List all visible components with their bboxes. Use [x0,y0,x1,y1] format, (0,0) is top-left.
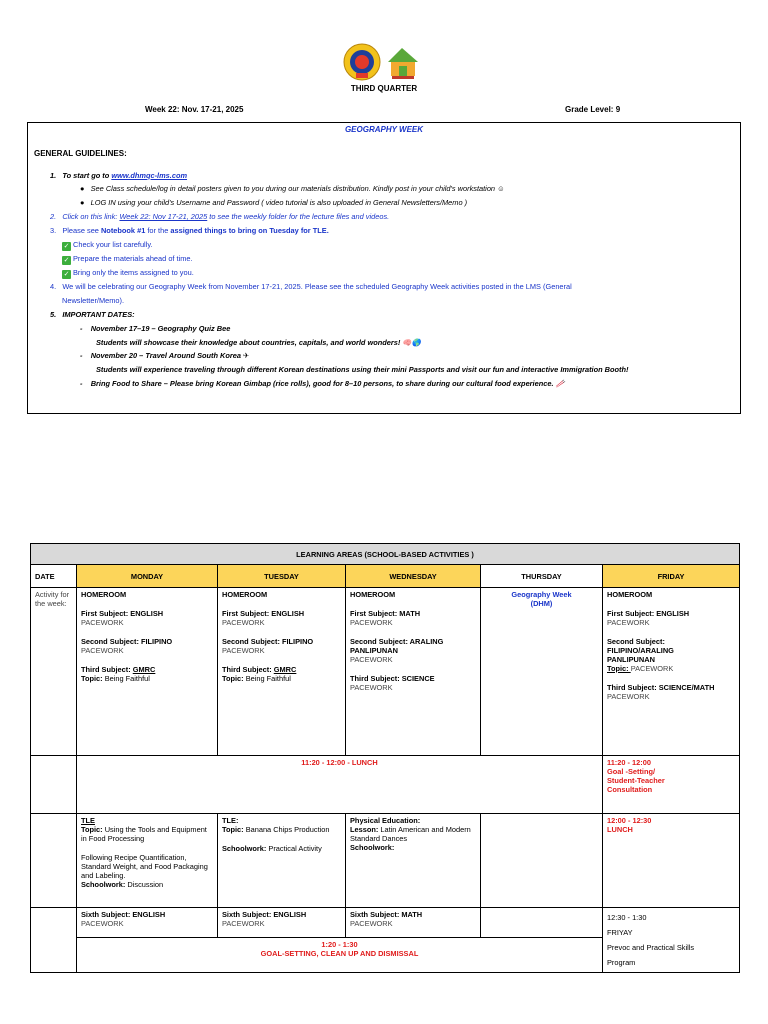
check-1-text: Check your list carefully. [73,240,153,249]
wednesday-sixth-cell [346,908,481,938]
pe-label: Physical Education: [350,816,421,825]
guideline-3 [50,226,329,235]
friyay-program: Prevoc and Practical Skills [607,943,695,952]
date-3: - Bring Food to Share – Please bring Korean Gimbap (rice rolls), good for 8–10 persons, to share during our cultural food experience. 🥢 [80,379,565,388]
guideline-3-mid: for the [145,226,171,235]
check-item-2 [62,254,193,265]
guideline-1 [50,171,187,180]
col-header-tuesday: TUESDAY [218,565,346,588]
subject-2: Second Subject: FILIPINO [222,637,314,646]
homeroom: HOMEROOM [81,590,127,599]
col-header-friday: FRIDAY [603,565,740,588]
thursday-empty-cell [481,814,603,908]
thursday-cell [481,588,603,756]
topic-label: Topic: [81,825,105,834]
important-dates-title: IMPORTANT DATES: [62,310,135,319]
guideline-4-cont: Newsletter/Memo). [62,296,125,305]
subject-2-cont: PANLIPUNAN [350,646,398,655]
subject-1: First Subject: MATH [350,609,421,618]
dismissal-cell [77,938,603,973]
topic-text: Being Faithful [245,674,291,683]
col-header-wednesday: WEDNESDAY [346,565,481,588]
topic-label: Topic: [222,825,246,834]
guideline-2-text: Click on this link: [62,212,120,221]
friday-lunch: LUNCH [607,825,633,834]
tle-label: TLE: [222,816,239,825]
friday-goal-time: 11:20 - 12:00 [607,758,651,767]
guideline-2 [50,212,389,221]
schedule-table [30,543,740,973]
check-icon: ✓ [63,257,70,264]
school-seal-icon [342,42,424,82]
topic-label: Topic: [222,674,246,683]
empty-date-cell [31,756,77,814]
topic-text: Banana Chips Production [245,825,330,834]
friday-friyay-cell [603,908,740,973]
guidelines-title: GENERAL GUIDELINES: [34,149,127,158]
monday-tle-cell [77,814,218,908]
lesson-label: Lesson: [350,825,381,834]
subject-1: First Subject: ENGLISH [222,609,305,618]
pacework: PACEWORK [350,655,393,664]
school-logos [342,42,424,82]
bullet-1: ● See Class schedule/log in detail posters given to you during our materials distribution. Kindly post in your child's workstation ☺ [80,184,505,193]
subject-3: Third Subject: SCIENCE/MATH [607,683,715,692]
subject-3: Third Subject: SCIENCE [350,674,435,683]
tle-label: TLE [81,816,95,825]
grade-level: Grade Level: 9 [565,105,621,114]
pacework: PACEWORK [350,683,393,692]
guideline-3-bold: assigned things to bring on Tuesday for TLE. [170,226,329,235]
notebook-ref: Notebook #1 [100,226,146,235]
topic-text: Using the Tools and Equipment in Food Processing [81,825,207,843]
tuesday-sixth-cell [218,908,346,938]
date-3-text: Bring Food to Share – Please bring Korean Gimbap (rice rolls), good for 8–10 persons, to share during our cultural food experience. 🥢 [90,379,565,388]
check-icon: ✓ [63,243,70,250]
empty-date-cell [31,814,77,908]
tle-detail: Following Recipe Quantification, Standard Weight, and Food Packaging and Labeling. [81,853,208,880]
tle-topic [81,825,213,843]
bullet-2-text: LOG IN using your child's Username and Password ( video tutorial is also uploaded in General Newsletters/Memo ) [90,198,468,207]
schoolwork-label: Schoolwork: [81,880,128,889]
subject-2: Second Subject: [607,637,665,646]
date-1-text: November 17–19 – Geography Quiz Bee [90,324,231,333]
date-1: - November 17–19 – Geography Quiz Bee [80,324,231,333]
guidelines-box [27,122,741,414]
empty-date-cell [31,908,77,973]
subject-6: Sixth Subject: ENGLISH [81,910,166,919]
pacework: PACEWORK [222,919,265,928]
date-2: - November 20 – Travel Around South Korea ✈ [80,351,250,360]
subject-2: Second Subject: ARALING [350,637,444,646]
subject-2-cont: FILIPINO/ARALING [607,646,674,655]
topic-label: Topic: [607,664,631,673]
topic [222,674,341,683]
monday-sixth-cell [77,908,218,938]
schoolwork-text: Discussion [127,880,164,889]
friyay-time: 12:30 - 1:30 [607,913,647,922]
date-2-text: November 20 – Travel Around South Korea ✈ [90,351,250,360]
subject-3-label: Third Subject: [222,665,274,674]
check-icon: ✓ [63,271,70,278]
homeroom: HOMEROOM [607,590,653,599]
subject-6: Sixth Subject: MATH [350,910,423,919]
guideline-4 [50,282,572,291]
topic-text: PACEWORK [630,664,674,673]
geography-week-event-sub: (DHM) [530,599,553,608]
date-2-desc: Students will experience traveling through different Korean destinations using their mini Passports and visit our fun and interactive Immigration Booth! [96,365,629,374]
check-item-3 [62,268,194,279]
subject-2: Second Subject: FILIPINO [81,637,173,646]
topic [607,664,735,673]
friday-goal-1: Goal -Setting/ [607,767,656,776]
friday-goal-3: Consultation [607,785,653,794]
friday-goal-cell [603,756,740,814]
lms-link[interactable]: www.dhmqc-lms.com [111,171,188,180]
subject-3 [81,665,213,674]
pacework: PACEWORK [607,618,650,627]
topic-label: Topic: [81,674,105,683]
friday-lunch-time: 12:00 - 12:30 [607,816,652,825]
wednesday-pe-cell [346,814,481,908]
schoolwork: Schoolwork: [350,843,395,852]
subject-3 [222,665,341,674]
lesson-text: Latin American and Modern Standard Dances [350,825,471,843]
guideline-4-text: We will be celebrating our Geography Week from November 17-21, 2025. Please see the scheduled Geography Week activities posted in the LMS (General [62,282,572,291]
dismissal-text: GOAL-SETTING, CLEAN UP AND DISMISSAL [260,949,419,959]
pacework: PACEWORK [81,919,124,928]
schoolwork [81,880,213,889]
schoolwork [222,844,341,853]
guideline-3-text: Please see [62,226,101,235]
pacework: PACEWORK [81,618,124,627]
pacework: PACEWORK [222,646,265,655]
geography-week-banner: GEOGRAPHY WEEK [344,125,424,134]
subject-3-name: GMRC [132,665,156,674]
wednesday-cell [346,588,481,756]
subject-6: Sixth Subject: ENGLISH [222,910,307,919]
date-1-desc: Students will showcase their knowledge about countries, capitals, and world wonders! 🧠🌎 [96,338,421,347]
tle-topic [222,825,341,834]
friday-cell [603,588,740,756]
friday-lunch-cell [603,814,740,908]
friyay-label: FRIYAY [607,928,633,937]
schoolwork-text: Practical Activity [268,844,322,853]
lunch-row: 11:20 - 12:00 - LUNCH [77,756,603,814]
guideline-1-text: To start go to [62,171,112,180]
bullet-1-text: See Class schedule/log in detail posters given to you during our materials distribution. Kindly post in your child's workstation ☺ [90,184,505,193]
pacework: PACEWORK [350,618,393,627]
geography-week-event: Geography Week [511,590,572,599]
pacework: PACEWORK [350,919,393,928]
tuesday-cell [218,588,346,756]
monday-cell [77,588,218,756]
check-2-text: Prepare the materials ahead of time. [73,254,193,263]
topic-text: Being Faithful [104,674,150,683]
subject-3-label: Third Subject: [81,665,133,674]
subject-2-cont2: PANLIPUNAN [607,655,655,664]
subject-1: First Subject: ENGLISH [81,609,164,618]
list-number: 5. [50,310,57,319]
pacework: PACEWORK [607,692,650,701]
week-folder-link[interactable]: Week 22: Nov 17-21, 2025 [119,212,208,221]
list-number: 2. [50,212,57,221]
pacework: PACEWORK [81,646,124,655]
tuesday-tle-cell [218,814,346,908]
activity-label: Activity for the week: [31,588,77,756]
week-label: Week 22: Nov. 17-21, 2025 [145,105,244,114]
col-header-monday: MONDAY [77,565,218,588]
bullet-2: ● LOG IN using your child's Username and Password ( video tutorial is also uploaded in General Newsletters/Memo ) [80,198,468,207]
homeroom: HOMEROOM [350,590,396,599]
check-item-1 [62,240,153,251]
friday-goal-2: Student-Teacher [607,776,665,785]
dismissal-time: 1:20 - 1:30 [321,940,358,950]
subject-1: First Subject: ENGLISH [607,609,690,618]
pacework: PACEWORK [222,618,265,627]
thursday-empty-cell [481,908,603,938]
list-number: 1. [50,171,57,180]
subject-3-name: GMRC [273,665,297,674]
check-3-text: Bring only the items assigned to you. [73,268,194,277]
col-header-thursday: THURSDAY [481,565,603,588]
homeroom: HOMEROOM [222,590,268,599]
quarter-title: THIRD QUARTER [350,84,418,93]
topic [81,674,213,683]
guideline-5 [50,310,135,319]
guideline-2-post: to see the weekly folder for the lecture files and videos. [207,212,390,221]
list-number: 3. [50,226,57,235]
schoolwork-label: Schoolwork: [222,844,269,853]
list-number: 4. [50,282,57,291]
friyay-program-cont: Program [607,958,636,967]
pe-lesson [350,825,476,843]
col-header-date: DATE [31,565,77,588]
schedule-title: LEARNING AREAS (SCHOOL-BASED ACTIVITIES ) [31,544,740,565]
